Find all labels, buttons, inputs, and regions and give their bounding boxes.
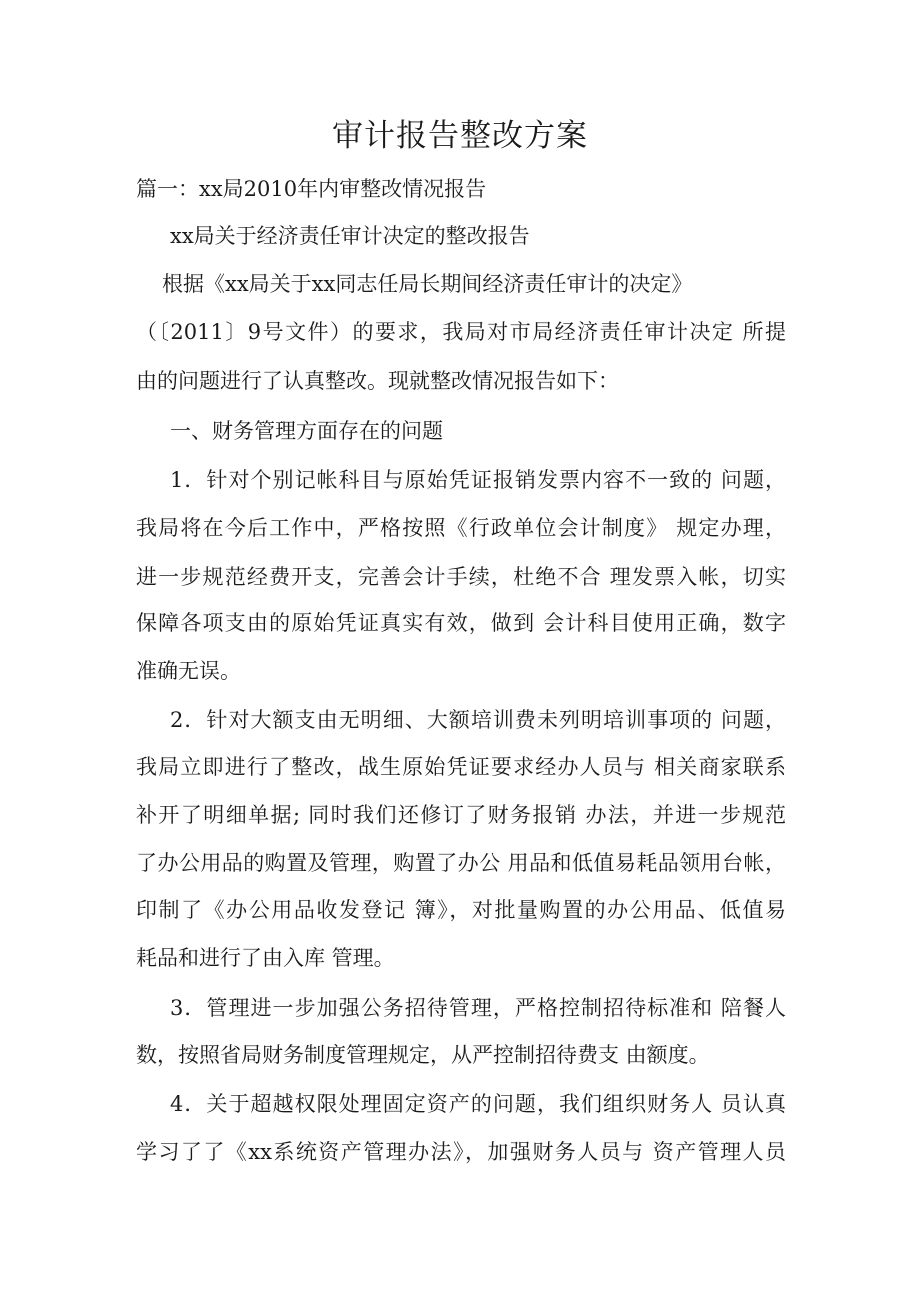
text-line: 进一步规范经费开支，完善会计手续，杜绝不合 理发票入帐，切实 bbox=[136, 565, 786, 589]
text-line: 了办公用品的购置及管理，购置了办公 用品和低值易耗品领用台帐， bbox=[136, 851, 786, 875]
text-line: 我局将在今后工作中，严格按照《行政单位会计制度》 规定办理， bbox=[136, 516, 786, 540]
text-line: （〔2011〕9号文件）的要求，我局对市局经济责任审计决定 所提 bbox=[136, 320, 786, 344]
text-line: 根据《xx局关于xx同志任局长期间经济责任审计的决定》 bbox=[162, 272, 693, 296]
text-line: 我局立即进行了整改，战生原始凭证要求经办人员与 相关商家联系 bbox=[136, 755, 786, 779]
text-line-subtitle: xx局关于经济责任审计决定的整改报告 bbox=[170, 224, 530, 248]
text-line: 由的问题进行了认真整改。现就整改情况报告如下： bbox=[136, 369, 619, 393]
text-line-heading: 一、财务管理方面存在的问题 bbox=[170, 419, 443, 443]
text-line: 1．针对个别记帐科目与原始凭证报销发票内容不一致的 问题， bbox=[170, 468, 786, 492]
text-line: 保障各项支由的原始凭证真实有效，做到 会计科目使用正确，数字 bbox=[136, 611, 786, 635]
text-line: 数，按照省局财务制度管理规定，从严控制招待费支 由额度。 bbox=[136, 1043, 710, 1067]
text-line: 印制了《办公用品收发登记 簿》，对批量购置的办公用品、低值易 bbox=[136, 898, 786, 922]
text-line: 3．管理进一步加强公务招待管理，严格控制招待标准和 陪餐人 bbox=[170, 996, 786, 1020]
text-line: 学习了了《xx系统资产管理办法》，加强财务人员与 资产管理人员 bbox=[136, 1140, 786, 1164]
text-line: 2．针对大额支由无明细、大额培训费未列明培训事项的 问题， bbox=[170, 708, 786, 732]
text-line-section-heading: 篇一：xx局2010年内审整改情况报告 bbox=[136, 177, 487, 201]
text-line: 耗品和进行了由入库 管理。 bbox=[136, 946, 395, 970]
text-line: 准确无误。 bbox=[136, 659, 241, 683]
text-line: 4．关于超越权限处理固定资产的问题，我们组织财务人 员认真 bbox=[170, 1092, 786, 1116]
document-title: 审计报告整改方案 bbox=[332, 118, 588, 154]
text-line: 补开了明细单据; 同时我们还修订了财务报销 办法，并进一步规范 bbox=[136, 803, 786, 827]
